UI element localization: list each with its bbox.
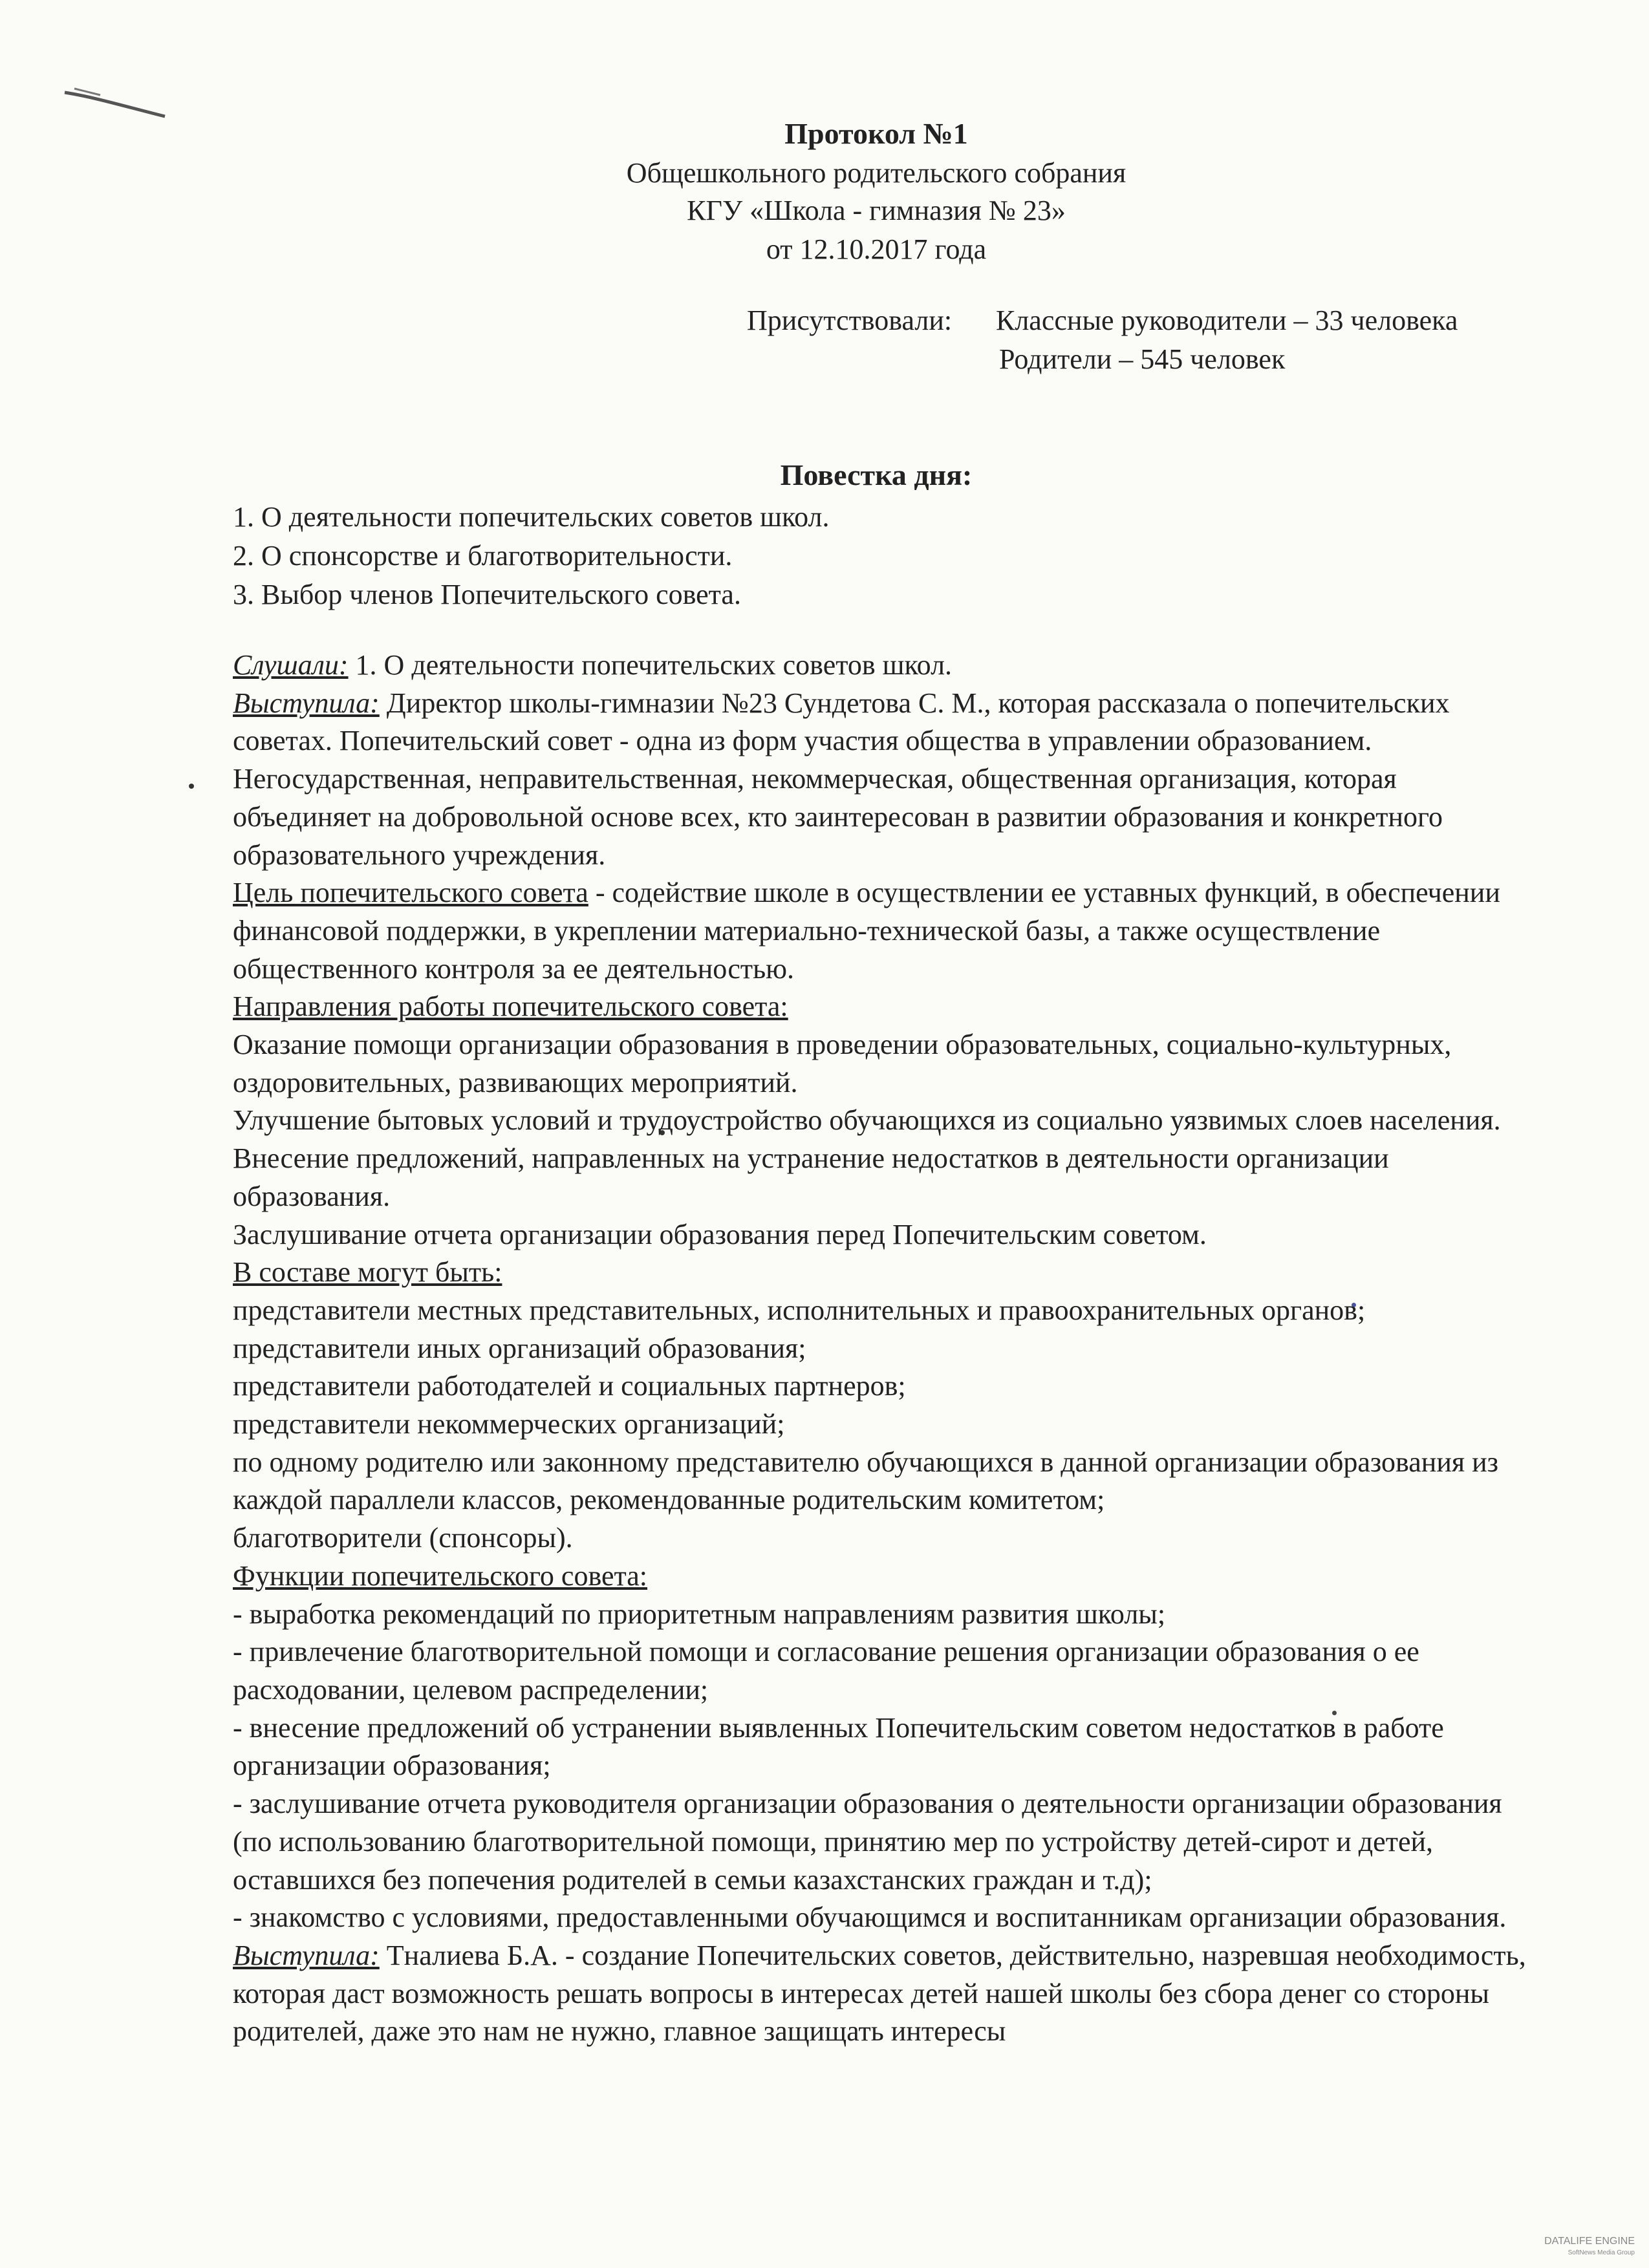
watermark-title: DATALIFE ENGINE bbox=[1544, 2236, 1635, 2247]
composition-item: по одному родителю или законному представителю обучающихся в данной организации образования из каждой параллели классов, рекомендованные родительским комитетом; bbox=[233, 1446, 1499, 1516]
heard-paragraph bbox=[233, 647, 1533, 685]
protocol-title: Протокол №1 bbox=[784, 117, 968, 150]
watermark-subtitle: SoftNews Media Group bbox=[1568, 2249, 1635, 2256]
speaker1-paragraph bbox=[233, 685, 1533, 875]
direction-item: Заслушивание отчета организации образования перед Попечительским советом. bbox=[233, 1218, 1207, 1250]
goal-paragraph bbox=[233, 874, 1533, 988]
pen-stroke-mark bbox=[61, 81, 171, 126]
function-item: - выработка рекомендаций по приоритетным направлениям развития школы; bbox=[233, 1598, 1166, 1630]
agenda-item: 2. О спонсорстве и благотворительности. bbox=[233, 540, 733, 572]
attendance-teachers: Классные руководители – 33 человека bbox=[996, 305, 1458, 336]
minutes-body bbox=[233, 647, 1533, 2051]
composition-item: представители работодателей и социальных партнеров; bbox=[233, 1370, 906, 1402]
scan-dot bbox=[189, 784, 194, 789]
agenda-title: Повестка дня: bbox=[780, 458, 973, 491]
direction-item: Оказание помощи организации образования в проведении образовательных, социально-культурных, оздоровительных, развивающих мероприятий. bbox=[233, 1029, 1452, 1098]
meeting-date: от 12.10.2017 года bbox=[766, 233, 987, 265]
speaker2-label: Выступила: bbox=[233, 1939, 380, 1971]
heard-text: 1. О деятельности попечительских советов школ. bbox=[348, 649, 953, 681]
agenda-item: 1. О деятельности попечительских советов школ. bbox=[233, 501, 830, 533]
functions-heading: Функции попечительского совета: bbox=[233, 1559, 648, 1592]
function-item: - привлечение благотворительной помощи и согласование решения организации образования о ее расходовании, целевом распределении; bbox=[233, 1636, 1419, 1706]
agenda-list bbox=[233, 498, 830, 614]
attendance-parents: Родители – 545 человек bbox=[999, 343, 1286, 375]
attendance-label: Присутствовали: bbox=[747, 305, 953, 336]
watermark-logo bbox=[1544, 2236, 1635, 2259]
heard-label: Слушали: bbox=[233, 649, 349, 681]
direction-item: Внесение предложений, направленных на устранение недостатков в деятельности организации образования. bbox=[233, 1142, 1389, 1212]
speaker2-text: Тналиева Б.А. - создание Попечительских советов, действительно, назревшая необходимость, которая даст возможность решать вопросы в интересах детей нашей школы без сбора денег со стороны родителей, даже это нам не нужно, главное защищать интересы bbox=[233, 1939, 1526, 2048]
composition-heading: В составе могут быть: bbox=[233, 1256, 502, 1289]
agenda-item: 3. Выбор членов Попечительского совета. bbox=[233, 579, 741, 610]
composition-item: благотворители (спонсоры). bbox=[233, 1522, 573, 1554]
goal-text: - содействие школе в осуществлении ее уставных функций, в обеспечении финансовой поддержки, в укреплении материально-технической базы, а также осуществление общественного контроля за ее деятельностью. bbox=[233, 877, 1500, 985]
meeting-name: Общешкольного родительского собрания bbox=[626, 157, 1126, 189]
directions-heading: Направления работы попечительского совета: bbox=[233, 990, 788, 1023]
goal-label: Цель попечительского совета bbox=[233, 877, 588, 909]
direction-item: Улучшение бытовых условий и трудоустройство обучающихся из социально уязвимых слоев населения. bbox=[233, 1104, 1501, 1137]
speaker1-text: Директор школы-гимназии №23 Сундетова С. М., которая рассказала о попечительских советах. Попечительский совет - одна из форм участия общества в управлении образованием. Негосударственная, неправительственная, некоммерческая, общественная организация, которая объединяет на добровольной основе всех, кто заинтересован в развитии образования и конкретного образовательного учреждения. bbox=[233, 687, 1450, 871]
function-item: - заслушивание отчета руководителя организации образования о деятельности организации образования (по использованию благотворительной помощи, принятию мер по устройству детей-сирот и детей, оставшихся без попечения родителей в семьи казахстанских граждан и т.д); bbox=[233, 1788, 1502, 1896]
speaker1-label: Выступила: bbox=[233, 687, 380, 719]
function-item: - внесение предложений об устранении выявленных Попечительским советом недостатков в работе организации образования; bbox=[233, 1711, 1444, 1782]
composition-item: представители местных представительных, исполнительных и правоохранительных органов; bbox=[233, 1294, 1366, 1326]
composition-item: представители некоммерческих организаций; bbox=[233, 1408, 785, 1440]
speaker2-paragraph bbox=[233, 1937, 1533, 2051]
school-name: КГУ «Школа - гимназия № 23» bbox=[687, 195, 1066, 226]
function-item: - знакомство с условиями, предоставленными обучающимся и воспитанникам организации образования. bbox=[233, 1901, 1507, 1934]
composition-item: представители иных организаций образования; bbox=[233, 1332, 806, 1364]
